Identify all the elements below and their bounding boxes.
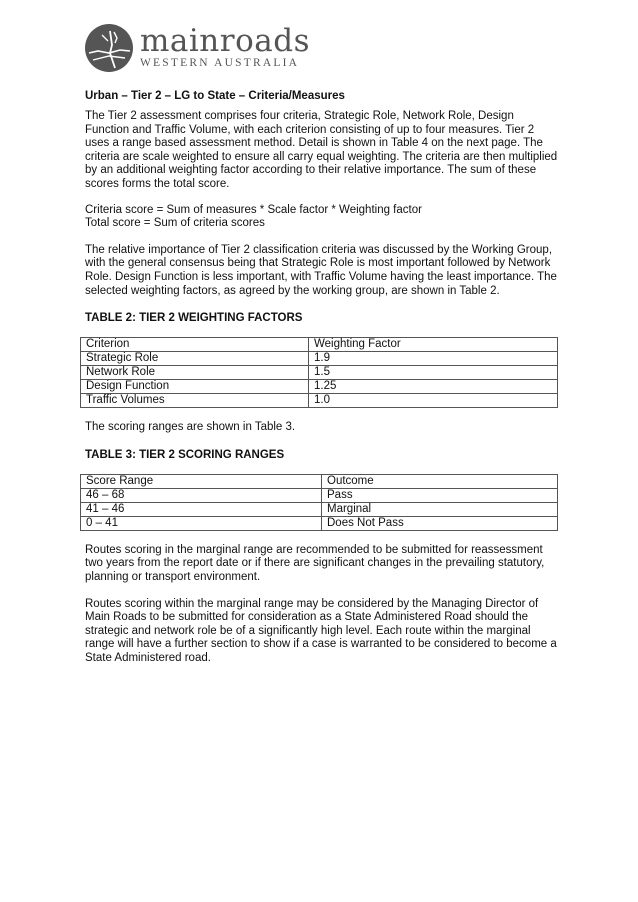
criteria-score-formula: Criteria score = Sum of measures * Scale factor * Weighting factor [85, 203, 422, 216]
table-row [81, 502, 558, 516]
table-cell: 0 – 41 [81, 516, 322, 530]
table-cell: Network Role [81, 366, 309, 380]
table-row [81, 366, 558, 380]
table-row [81, 380, 558, 394]
mainroads-logo-icon [84, 23, 134, 73]
table-cell: 46 – 68 [81, 488, 322, 502]
weighting-factors-table [80, 337, 558, 408]
document-title: Urban – Tier 2 – LG to State – Criteria/Measures [85, 90, 345, 102]
formula-block [85, 204, 560, 231]
table-header-cell: Weighting Factor [309, 338, 558, 352]
table-row [81, 488, 558, 502]
table-cell: 1.0 [309, 394, 558, 408]
document-page [85, 18, 560, 665]
table-header-cell: Outcome [322, 474, 558, 488]
table-header-cell: Score Range [81, 474, 322, 488]
table-header-row [81, 338, 558, 352]
table-cell: Traffic Volumes [81, 394, 309, 408]
total-score-formula: Total score = Sum of criteria scores [85, 217, 265, 230]
table-cell: Marginal [322, 502, 558, 516]
table-cell: 1.9 [309, 352, 558, 366]
table-row [81, 516, 558, 530]
table-cell: Pass [322, 488, 558, 502]
table-cell: 1.25 [309, 380, 558, 394]
table-row [81, 394, 558, 408]
table-header-cell: Criterion [81, 338, 309, 352]
logo-name: mainroads [140, 23, 310, 60]
table3-heading: TABLE 3: TIER 2 SCORING RANGES [85, 448, 285, 461]
ranges-intro-paragraph: The scoring ranges are shown in Table 3. [85, 421, 296, 434]
importance-paragraph: The relative importance of Tier 2 classification criteria was discussed by the Working Group, with the general consensus being that Strategic Role is most important followed by Network Role. Design Function is less important, with Traffic Volume having the least importance. The selected weighting factors, as agreed by the working group, are shown in Table 2. [85, 243, 557, 297]
marginal-range-paragraph: Routes scoring in the marginal range are recommended to be submitted for reassessment two years from the report date or if there are significant changes in the prevailing statutory, planning or transport environment. [85, 543, 545, 583]
table-cell: Strategic Role [81, 352, 309, 366]
scoring-ranges-table [80, 474, 558, 531]
table-row [81, 352, 558, 366]
table-cell: 41 – 46 [81, 502, 322, 516]
table-header-row [81, 474, 558, 488]
table-cell: Does Not Pass [322, 516, 558, 530]
managing-director-paragraph: Routes scoring within the marginal range may be considered by the Managing Director of Main Roads to be submitted for consideration as a State Administered Road should the strategic and network role be of a significantly high level. Each route within the marginal range will have a further section to show if a case is warranted to be considered to become a State Administered road. [85, 597, 557, 664]
logo-subtitle: WESTERN AUSTRALIA [140, 57, 300, 70]
intro-paragraph: The Tier 2 assessment comprises four criteria, Strategic Role, Network Role, Design Function and Traffic Volume, with each criterion consisting of up to four measures. Tier 2 uses a range based assessment method. Detail is shown in Table 4 on the next page. The criteria are scale weighted to ensure all carry equal weighting. The criteria are then multiplied by an additional weighting factor according to their relative importance. The sum of these scores forms the total score. [85, 110, 558, 190]
mainroads-logo [84, 18, 560, 78]
table2-heading: TABLE 2: TIER 2 WEIGHTING FACTORS [85, 312, 303, 325]
table-cell: 1.5 [309, 366, 558, 380]
table-cell: Design Function [81, 380, 309, 394]
